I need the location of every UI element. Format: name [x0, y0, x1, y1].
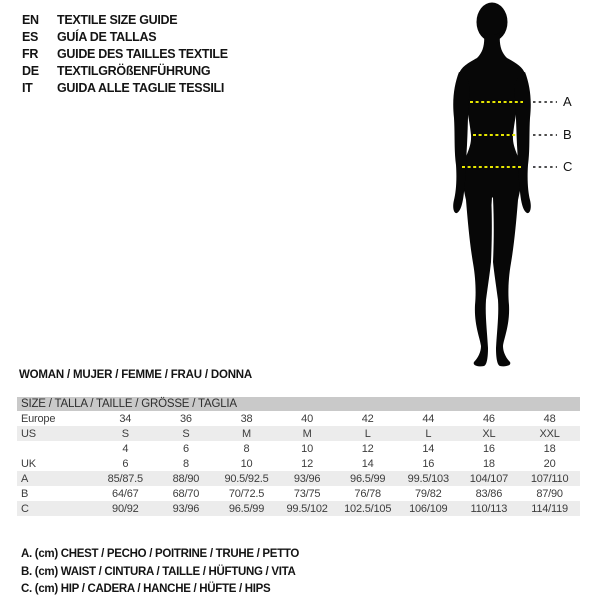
- size-cell: 34: [119, 412, 132, 425]
- language-code: IT: [22, 81, 33, 95]
- language-list: [22, 12, 228, 97]
- size-cell: 46: [482, 412, 495, 425]
- size-cell: 107/110: [519, 471, 580, 486]
- size-cell: 85/87.5: [95, 471, 156, 486]
- size-cell: 88/90: [156, 471, 217, 486]
- size-cell: 99.5/103: [398, 471, 459, 486]
- language-label: GUIDA ALLE TAGLIE TESSILI: [57, 81, 225, 95]
- size-cell: 38: [240, 412, 253, 425]
- language-label: GUÍA DE TALLAS: [57, 30, 157, 44]
- size-table: [17, 397, 580, 516]
- size-cell: 12: [301, 457, 314, 470]
- size-cell: 14: [361, 457, 374, 470]
- size-cell: 6: [182, 442, 189, 455]
- language-row-en: [22, 12, 228, 29]
- size-cell: 93/96: [277, 471, 338, 486]
- table-row: [17, 471, 580, 486]
- size-cell: 18: [543, 442, 556, 455]
- size-cell: 96.5/99: [337, 471, 398, 486]
- size-table-header: SIZE / TALLA / TAILLE / GRÖSSE / TAGLIA: [17, 397, 580, 411]
- language-code: FR: [22, 47, 39, 61]
- size-cell: 10: [240, 457, 253, 470]
- size-cell: 83/86: [475, 487, 503, 500]
- language-code: DE: [22, 64, 39, 78]
- language-row-fr: [22, 46, 228, 63]
- size-cell: 4: [122, 442, 129, 455]
- size-cell: 93/96: [156, 501, 217, 516]
- size-cell: 8: [243, 442, 250, 455]
- size-cell: 76/78: [354, 487, 381, 500]
- size-cell: 18: [482, 457, 495, 470]
- woman-silhouette: [430, 0, 600, 380]
- row-label: US: [17, 426, 95, 441]
- gender-title: WOMAN / MUJER / FEMME / FRAU / DONNA: [19, 369, 253, 381]
- measure-label-a: A: [563, 94, 572, 109]
- size-cell: XL: [459, 426, 520, 441]
- size-cell: 104/107: [459, 471, 520, 486]
- row-label: B: [21, 487, 29, 500]
- size-cell: 99.5/102: [277, 501, 338, 516]
- language-code: ES: [22, 30, 39, 44]
- size-cell: 64/67: [112, 487, 139, 500]
- size-cell: 10: [301, 442, 314, 455]
- size-cell: 96.5/99: [216, 501, 277, 516]
- row-label: UK: [21, 457, 36, 470]
- legend-line: A. (cm) CHEST / PECHO / POITRINE / TRUHE / PETTO: [21, 548, 300, 560]
- size-cell: 102.5/105: [337, 501, 398, 516]
- size-cell: 68/70: [172, 487, 200, 500]
- table-row: [17, 456, 580, 471]
- size-cell: 48: [543, 412, 556, 425]
- size-cell: 16: [482, 442, 495, 455]
- legend-line: B. (cm) WAIST / CINTURA / TAILLE / HÜFTUNG / VITA: [21, 565, 296, 578]
- row-label: C: [17, 501, 95, 516]
- size-cell: 42: [361, 412, 374, 425]
- measure-label-b: B: [563, 127, 572, 142]
- table-row: [17, 426, 580, 441]
- table-row: [17, 441, 580, 456]
- size-cell: 14: [422, 442, 435, 455]
- size-cell: L: [337, 426, 398, 441]
- language-row-de: [22, 63, 228, 80]
- size-cell: 40: [301, 412, 314, 425]
- size-cell: L: [398, 426, 459, 441]
- size-cell: 90.5/92.5: [216, 471, 277, 486]
- size-table-header-row: [17, 397, 580, 411]
- size-cell: 8: [182, 457, 189, 470]
- table-row: [17, 501, 580, 516]
- size-cell: 70/72.5: [228, 487, 265, 500]
- size-cell: M: [216, 426, 277, 441]
- woman-silhouette-figure: [430, 0, 600, 380]
- language-label: TEXTILE SIZE GUIDE: [57, 13, 178, 27]
- size-cell: S: [156, 426, 217, 441]
- size-cell: 16: [422, 457, 435, 470]
- size-cell: 79/82: [415, 487, 442, 500]
- size-cell: 20: [543, 457, 556, 470]
- size-cell: 12: [361, 442, 374, 455]
- row-label: [17, 441, 95, 456]
- size-table-body: [17, 397, 580, 516]
- size-cell: 87/90: [536, 487, 563, 500]
- size-cell: 6: [122, 457, 129, 470]
- size-cell: 114/119: [519, 501, 580, 516]
- language-code: EN: [22, 13, 39, 27]
- size-cell: M: [277, 426, 338, 441]
- size-cell: 106/109: [398, 501, 459, 516]
- size-cell: S: [95, 426, 156, 441]
- size-cell: 90/92: [95, 501, 156, 516]
- size-cell: XXL: [519, 426, 580, 441]
- size-cell: 36: [179, 412, 192, 425]
- row-label: Europe: [21, 412, 56, 425]
- row-label: A: [17, 471, 95, 486]
- table-row: [17, 411, 580, 426]
- size-cell: 44: [422, 412, 435, 425]
- language-row-es: [22, 29, 228, 46]
- size-cell: 110/113: [459, 501, 520, 516]
- language-row-it: [22, 80, 228, 97]
- legend-line: C. (cm) HIP / CADERA / HANCHE / HÜFTE / HIPS: [21, 583, 271, 595]
- measure-label-c: C: [563, 159, 573, 174]
- size-cell: 73/75: [293, 487, 321, 500]
- measurement-legend: [21, 546, 299, 599]
- silhouette-torso-legs: [459, 32, 525, 366]
- language-label: GUIDE DES TAILLES TEXTILE: [57, 47, 228, 61]
- table-row: [17, 486, 580, 501]
- language-label: TEXTILGRÖßENFÜHRUNG: [57, 64, 211, 78]
